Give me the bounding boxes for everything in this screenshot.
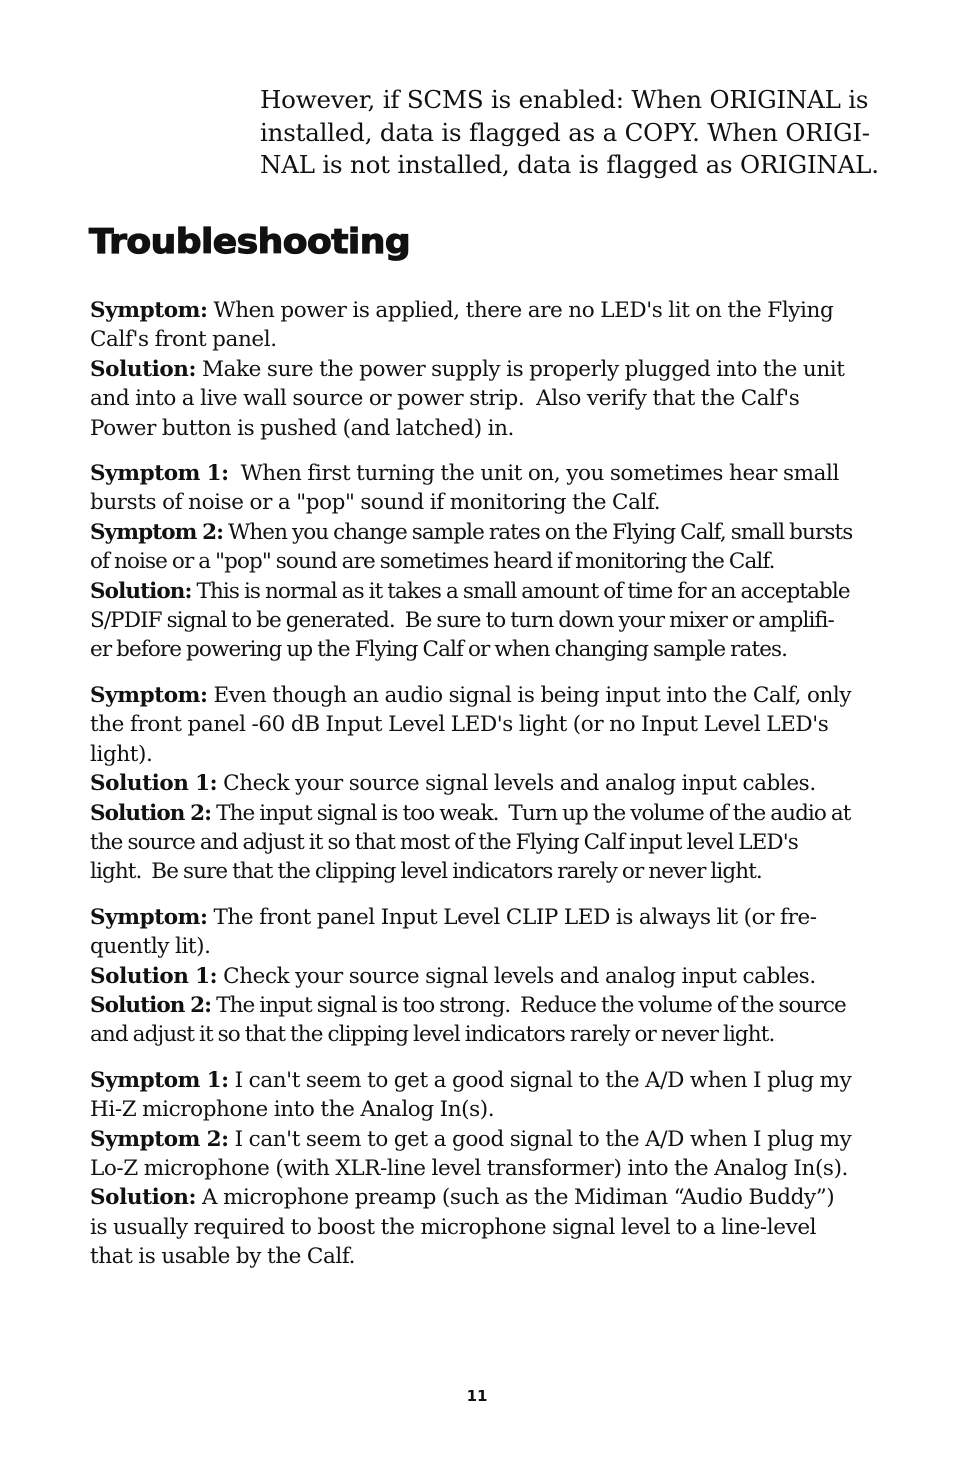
entry-line xyxy=(90,577,880,606)
entry-text: light. Be sure that the clipping level indicators rarely or never light. xyxy=(90,859,762,885)
entry-text: S/PDIF signal to be generated. Be sure to turn down your mixer or amplifi- xyxy=(90,608,834,634)
entry-line xyxy=(90,962,880,991)
entry-line xyxy=(90,1066,880,1095)
entry-line xyxy=(90,710,880,739)
entry-line xyxy=(90,1125,880,1154)
section-heading: Troubleshooting xyxy=(89,222,411,262)
entry-text: quently lit). xyxy=(90,934,211,960)
entry-label: Symptom 1: xyxy=(90,461,229,487)
entry-label: Solution 1: xyxy=(90,771,218,797)
entry-text: Calf's front panel. xyxy=(90,327,277,353)
entry-text: When you change sample rates on the Flying Calf, small bursts xyxy=(223,519,853,545)
entry-label: Symptom: xyxy=(90,298,208,323)
entry-text: I can't seem to get a good signal to the A/D when I plug my xyxy=(228,1067,852,1093)
entry-label: Solution: xyxy=(90,1185,197,1211)
entry-line xyxy=(90,384,880,413)
troubleshooting-body xyxy=(90,296,880,1288)
entry-line xyxy=(90,1154,880,1183)
entry-line xyxy=(90,325,880,354)
entry-text: Make sure the power supply is properly plugged into the unit xyxy=(196,356,845,382)
entry-line xyxy=(90,681,880,710)
entry-text: that is usable by the Calf. xyxy=(90,1244,356,1270)
entry-line xyxy=(90,740,880,769)
troubleshooting-block xyxy=(90,1066,880,1272)
entry-line xyxy=(90,828,880,857)
entry-line xyxy=(90,635,880,664)
entry-label: Solution: xyxy=(90,578,192,604)
entry-text: of noise or a "pop" sound are sometimes heard if monitoring the Calf. xyxy=(90,549,775,575)
entry-line xyxy=(90,857,880,886)
entry-line xyxy=(90,769,880,798)
entry-line xyxy=(90,991,880,1020)
entry-label: Symptom 2: xyxy=(90,1126,229,1152)
entry-line xyxy=(90,547,880,576)
entry-text: Power button is pushed (and latched) in. xyxy=(90,415,514,441)
entry-text: the source and adjust it so that most of the Flying Calf input level LED's xyxy=(90,829,798,855)
entry-text: Lo-Z microphone (with XLR-line level transformer) into the Analog In(s). xyxy=(90,1155,848,1181)
entry-text: The front panel Input Level CLIP LED is always lit (or fre- xyxy=(207,904,817,930)
entry-text: and adjust it so that the clipping level indicators rarely or never light. xyxy=(90,1022,775,1048)
entry-text: is usually required to boost the microphone signal level to a line-level xyxy=(90,1214,817,1240)
intro-line: installed, data is flagged as a COPY. When ORIGI- xyxy=(260,117,870,147)
entry-text: When power is applied, there are no LED's lit on the Flying xyxy=(207,298,834,323)
entry-line xyxy=(90,799,880,828)
page-number: 11 xyxy=(466,1387,488,1405)
entry-label: Solution: xyxy=(90,356,197,382)
entry-line xyxy=(90,1183,880,1212)
entry-text: A microphone preamp (such as the Midiman “Audio Buddy”) xyxy=(196,1185,835,1211)
entry-line xyxy=(90,1213,880,1242)
entry-text: This is normal as it takes a small amount of time for an acceptable xyxy=(191,578,850,604)
entry-line xyxy=(90,459,880,488)
troubleshooting-block xyxy=(90,296,880,443)
troubleshooting-block xyxy=(90,903,880,1050)
intro-line: However, if SCMS is enabled: When ORIGINAL is xyxy=(260,85,869,114)
entry-line xyxy=(90,488,880,517)
entry-label: Symptom 1: xyxy=(90,1067,229,1093)
entry-text: The input signal is too weak. Turn up the volume of the audio at xyxy=(211,800,851,826)
entry-text: Check your source signal levels and analog input cables. xyxy=(217,963,816,989)
entry-label: Symptom: xyxy=(90,682,208,708)
entry-text: Check your source signal levels and analog input cables. xyxy=(217,771,816,797)
entry-text: Hi-Z microphone into the Analog In(s). xyxy=(90,1097,495,1123)
troubleshooting-block xyxy=(90,459,880,665)
entry-text: the front panel -60 dB Input Level LED's light (or no Input Level LED's xyxy=(90,712,829,738)
entry-label: Solution 2: xyxy=(90,992,212,1018)
intro-paragraph xyxy=(260,84,880,182)
entry-line xyxy=(90,355,880,384)
troubleshooting-block xyxy=(90,681,880,887)
entry-text: bursts of noise or a "pop" sound if monitoring the Calf. xyxy=(90,490,661,516)
entry-line xyxy=(90,1242,880,1271)
entry-line xyxy=(90,414,880,443)
entry-line xyxy=(90,932,880,961)
entry-text: When first turning the unit on, you sometimes hear small xyxy=(228,461,839,487)
entry-text: light). xyxy=(90,741,153,767)
entry-label: Symptom 2: xyxy=(90,519,224,545)
entry-line xyxy=(90,1095,880,1124)
entry-line xyxy=(90,296,880,325)
entry-text: The input signal is too strong. Reduce the volume of the source xyxy=(211,992,846,1018)
entry-label: Solution 2: xyxy=(90,800,212,826)
entry-line xyxy=(90,903,880,932)
entry-text: Even though an audio signal is being input into the Calf, only xyxy=(207,682,852,708)
entry-line xyxy=(90,606,880,635)
entry-label: Solution 1: xyxy=(90,963,218,989)
entry-label: Symptom: xyxy=(90,904,208,930)
entry-line xyxy=(90,518,880,547)
entry-text: and into a live wall source or power strip. Also verify that the Calf's xyxy=(90,386,800,412)
entry-text: I can't seem to get a good signal to the A/D when I plug my xyxy=(228,1126,852,1152)
intro-line: NAL is not installed, data is flagged as ORIGINAL. xyxy=(260,150,879,179)
entry-line xyxy=(90,1020,880,1049)
entry-text: er before powering up the Flying Calf or when changing sample rates. xyxy=(90,637,788,663)
